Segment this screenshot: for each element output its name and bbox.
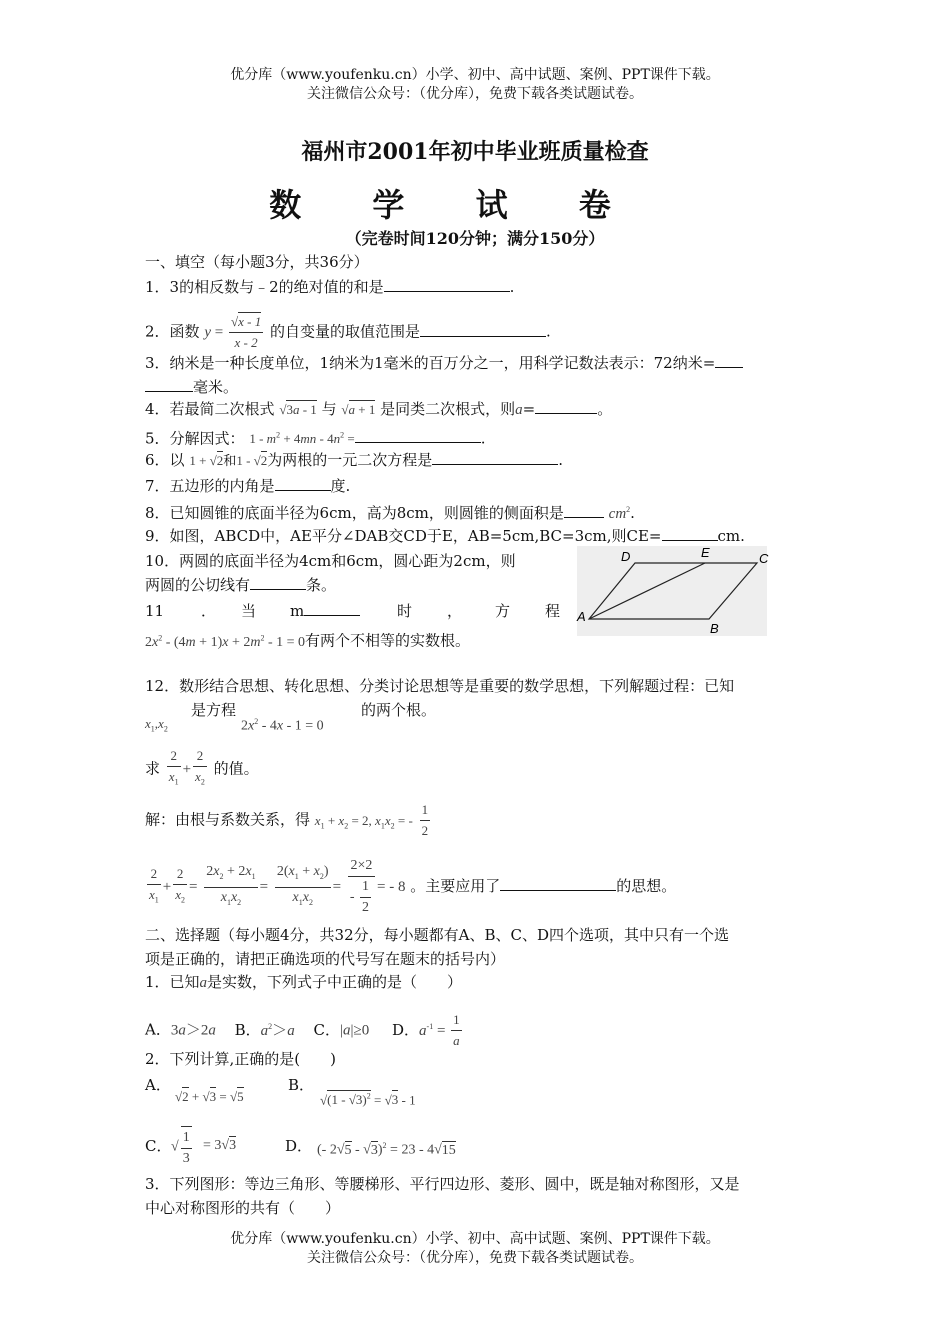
question-2-2-options-ab: A． √2 + √3 = √5 B． √(1 - √3)$^2$ = √3 - 1 xyxy=(145,1076,416,1108)
header-line-2: 关注微信公众号：（优分库），免费下载各类试题试卷。 xyxy=(307,86,643,102)
label-c: C xyxy=(759,551,769,566)
section2-heading-cont: 项是正确的，请把正确选项的代号写在题末的括号内） xyxy=(145,950,506,968)
question-1-5: 5．分解因式： $1 - m^2 + 4mn - 4n^2$ = . xyxy=(145,429,486,448)
question-1-2: 2．函数 y = $\frac{√x - 1}{x - 2}$ 的自变量的取值范围是 . xyxy=(145,314,551,350)
question-1-11: 11 ． 当 m 时 ， 方 程 xyxy=(145,602,561,620)
label-b: B xyxy=(710,621,719,636)
question-1-4: 4．若最简二次根式 √3a - 1 与 √a + 1 是同类二次根式，则a= 。 xyxy=(145,400,613,418)
question-1-12-solution: 解：由根与系数关系，得 $x_1 + x_2 = 2$, $x_1x_2$ = - $\frac{1}{2}$ xyxy=(145,802,429,838)
question-1-10-cont: 两圆的公切线有 条。 xyxy=(145,576,337,594)
question-1-3-cont: 毫米。 xyxy=(145,377,238,397)
parallelogram-figure xyxy=(577,546,767,636)
label-d: D xyxy=(621,549,631,564)
question-2-1: 1．已知a是实数，下列式子中正确的是（ ） xyxy=(145,973,463,991)
question-1-12-ask: 求 $\frac{2}{x_1}$ + $\frac{2}{x_2}$ 的值。 xyxy=(145,748,259,787)
time-note: （完卷时间120分钟；满分150分） xyxy=(345,229,605,248)
question-2-1-options: A．3a＞2a B．$a^2>a$ C．|a|≥0 D．$a^{-1}$ = $\frac{1}{a}$ xyxy=(145,1012,460,1048)
parallelogram-diagram xyxy=(577,546,767,636)
question-1-11-cont: $2x^2 - (4m + 1)x + 2m^2 - 1 = 0$有两个不相等的实数根。 xyxy=(145,631,471,650)
question-1-6: 6．以 1 + √2和1 - √2为两根的一元二次方程是 . xyxy=(145,451,564,469)
question-1-1: 1．3的相反数与﹣2的绝对值的和是 . xyxy=(145,278,515,296)
question-1-10: 10．两圆的底面半径为4cm和6cm，圆心距为2cm，则 xyxy=(145,552,516,570)
footer-line-1: 优分库（www.youfenku.cn）小学、初中、高中试题、案例、PPT课件下载。 xyxy=(230,1231,720,1247)
page-subtitle: 数 学 试 卷 xyxy=(269,186,641,224)
footer-line-2: 关注微信公众号：（优分库），免费下载各类试题试卷。 xyxy=(307,1250,643,1266)
header-line-1: 优分库（www.youfenku.cn）小学、初中、高中试题、案例、PPT课件下载。 xyxy=(230,67,720,83)
label-a: A xyxy=(577,609,586,624)
question-2-2: 2．下列计算,正确的是( ) xyxy=(145,1050,337,1068)
page-title: 福州市2001年初中毕业班质量检查 xyxy=(301,139,649,165)
question-1-9: 9．如图，ABCD中，AE平分∠DAB交CD于E，AB=5cm,BC=3cm,则CE= cm. xyxy=(145,527,745,545)
question-1-8: 8．已知圆锥的底面半径为6cm，高为8cm，则圆锥的侧面积是 $cm^2$. xyxy=(145,504,635,522)
question-1-12-derivation: $\frac{2}{x_1}$ + $\frac{2}{x_2}$ = $\frac{2x_2 + 2x_1}{x_1x_2}$ = $\frac{2(x_1 + x_2)}{x_1x_2}$ = 2×2 - $\frac{1}{2}$ = - 8 。主要应用了 的思想。 xyxy=(149,858,677,915)
question-1-7: 7．五边形的内角是 度. xyxy=(145,477,351,495)
section1-heading: 一、填空（每小题3分，共36分） xyxy=(145,253,369,271)
question-1-3: 3．纳米是一种长度单位，1纳米为1毫米的百万分之一，用科学记数法表示：72纳米= xyxy=(145,353,743,373)
question-2-3-cont: 中心对称图形的共有（ ） xyxy=(145,1199,341,1217)
label-e: E xyxy=(701,545,710,560)
question-2-3: 3．下列图形：等边三角形、等腰梯形、平行四边形、菱形、圆中，既是轴对称图形，又是 xyxy=(145,1175,740,1193)
section2-heading: 二、选择题（每小题4分，共32分，每小题都有A、B、C、D四个选项，其中只有一个选 xyxy=(145,926,729,944)
question-1-12: 12．数形结合思想、转化思想、分类讨论思想等是重要的数学思想，下列解题过程：已知 xyxy=(145,677,735,695)
